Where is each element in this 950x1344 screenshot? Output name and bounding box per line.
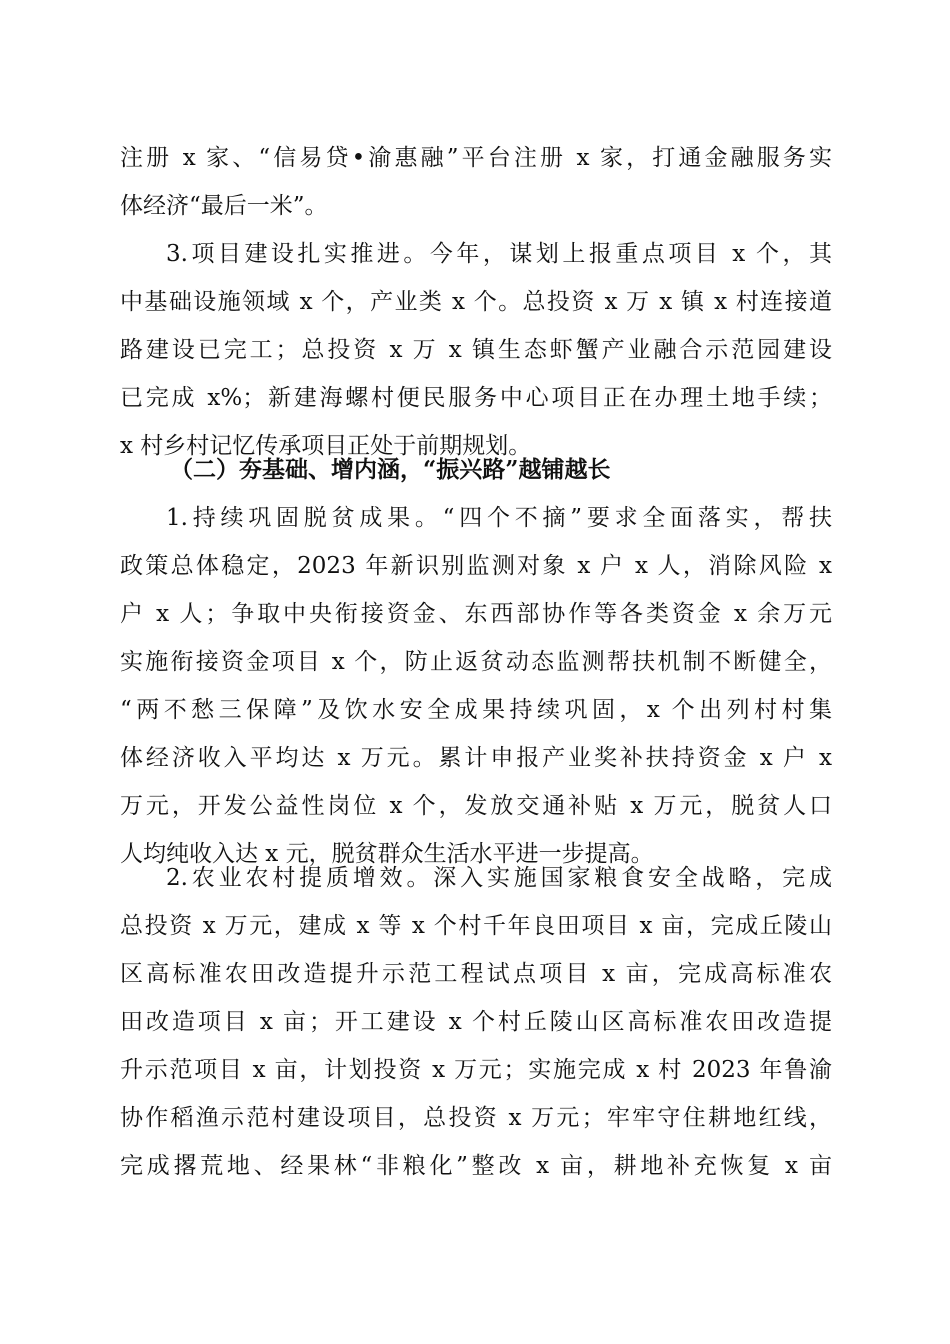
text-line: 协作稻渔示范村建设项目，总投资 x 万元；牢牢守住耕地红线， — [120, 1105, 832, 1131]
text-line: 田改造项目 x 亩；开工建设 x 个村丘陵山区高标准农田改造提 — [120, 1009, 832, 1035]
text-line: 户 x 人；争取中央衔接资金、东西部协作等各类资金 x 余万元 — [120, 601, 832, 627]
text-line: 总投资 x 万元，建成 x 等 x 个村千年良田项目 x 亩，完成丘陵山 — [120, 913, 832, 939]
section-heading-text: （二）夯基础、增内涵，“振兴路”越铺越长 — [170, 456, 611, 483]
text-line: 完成撂荒地、经果林“非粮化”整改 x 亩，耕地补充恢复 x 亩 — [120, 1153, 832, 1179]
text-line: 体经济收入平均达 x 万元。累计申报产业奖补扶持资金 x 户 x — [120, 745, 832, 771]
text-line: 升示范项目 x 亩，计划投资 x 万元；实施完成 x 村 2023 年鲁渝 — [120, 1057, 832, 1083]
paragraph-project-construction — [120, 230, 832, 470]
text-line: 已完成 x%；新建海螺村便民服务中心项目正在办理土地手续； — [120, 385, 832, 411]
paragraph-poverty-alleviation — [120, 494, 832, 878]
text-line: 政策总体稳定，2023 年新识别监测对象 x 户 x 人，消除风险 x — [120, 553, 832, 579]
text-line: 区高标准农田改造提升示范工程试点项目 x 亩，完成高标准农 — [120, 961, 832, 987]
paragraph-agriculture — [120, 854, 832, 1190]
text-line: 路建设已完工；总投资 x 万 x 镇生态虾蟹产业融合示范园建设 — [120, 337, 832, 363]
text-line: x 村乡村记忆传承项目正处于前期规划。 — [120, 433, 532, 459]
text-line: 万元，开发公益性岗位 x 个，发放交通补贴 x 万元，脱贫人口 — [120, 793, 832, 819]
text-line: 3.项目建设扎实推进。今年，谋划上报重点项目 x 个，其 — [166, 241, 832, 267]
text-line: 实施衔接资金项目 x 个，防止返贫动态监测帮扶机制不断健全， — [120, 649, 832, 675]
text-line: 中基础设施领域 x 个，产业类 x 个。总投资 x 万 x 镇 x 村连接道 — [120, 289, 832, 315]
text-line: 注册 x 家、“信易贷•渝惠融”平台注册 x 家，打通金融服务实 — [120, 145, 832, 171]
section-heading-2 — [120, 446, 832, 494]
paragraph-financial-services — [120, 134, 832, 230]
text-line: 人均纯收入达 x 元，脱贫群众生活水平进一步提高。 — [120, 841, 654, 867]
text-line: “两不愁三保障”及饮水安全成果持续巩固，x 个出列村村集 — [120, 697, 832, 723]
text-line: 2.农业农村提质增效。深入实施国家粮食安全战略，完成 — [166, 865, 832, 891]
text-line: 体经济“最后一米”。 — [120, 193, 328, 219]
text-line: 1.持续巩固脱贫成果。“四个不摘”要求全面落实，帮扶 — [166, 505, 832, 531]
